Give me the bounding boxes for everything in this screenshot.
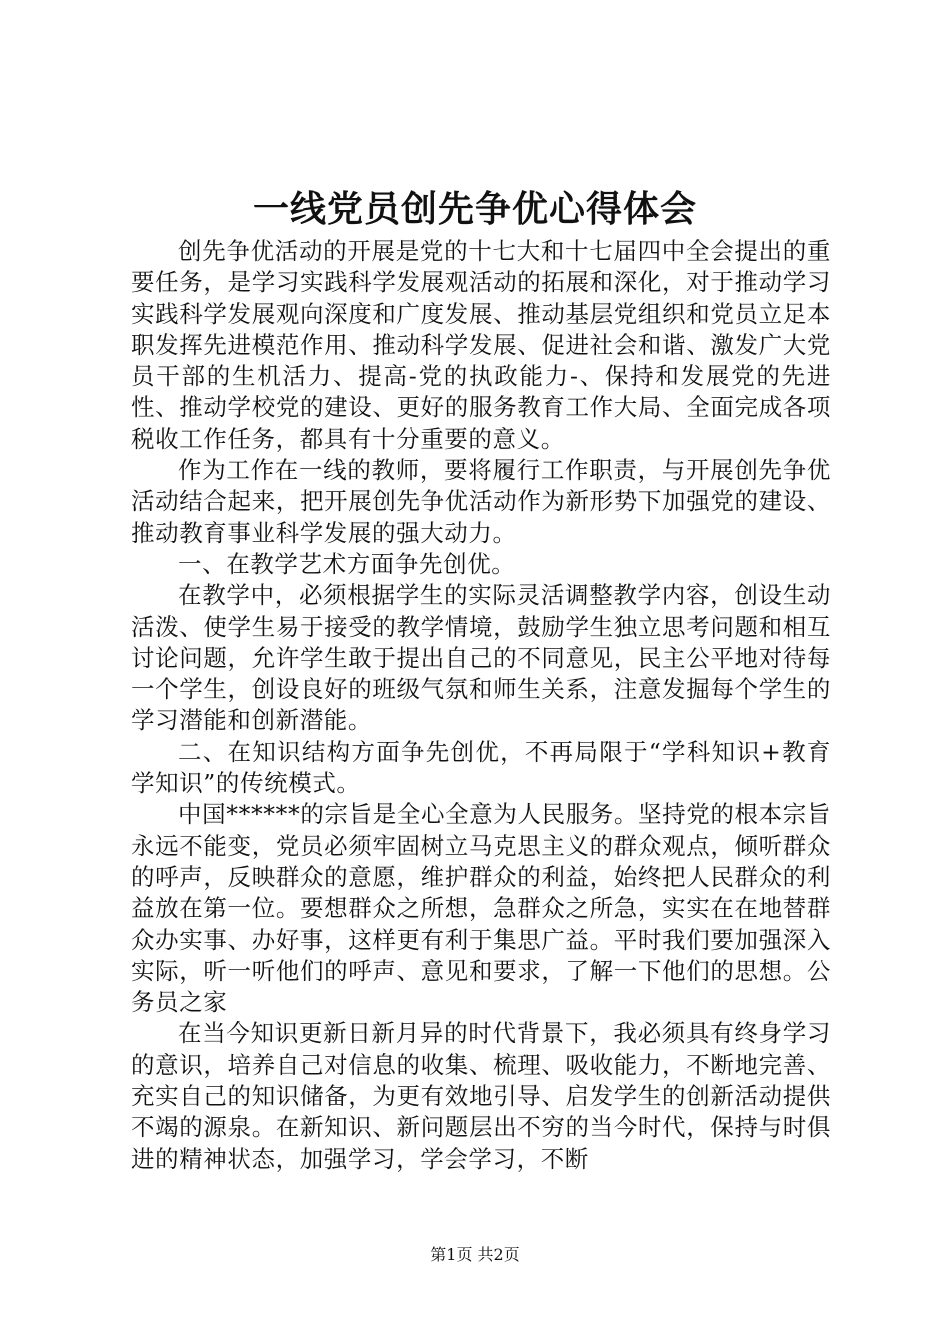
paragraph-teaching: 在教学中，必须根据学生的实际灵活调整教学内容，创设生动活泼、使学生易于接受的教学情境，鼓励学生独立思考问题和相互讨论问题，允许学生敢于提出自己的不同意见，民主公平地对待每一个学生，创设良好的班级气氛和师生关系，注意发掘每个学生的学习潜能和创新潜能。 <box>131 581 831 735</box>
paragraph-intro: 创先争优活动的开展是党的十七大和十七届四中全会提出的重要任务，是学习实践科学发展观活动的拓展和深化，对于推动学习实践科学发展观向深度和广度发展、推动基层党组织和党员立足本职发挥先进模范作用、推动科学发展、促进社会和谐、激发广大党员干部的生机活力、提高-党的执政能力-、保持和发展党的先进性、推动学校党的建设、更好的服务教育工作大局、全面完成各项税收工作任务，都具有十分重要的意义。 <box>131 237 831 453</box>
paragraph-party-purpose: 中国******的宗旨是全心全意为人民服务。坚持党的根本宗旨永远不能变，党员必须牢固树立马克思主义的群众观点，倾听群众的呼声，反映群众的意愿，维护群众的利益，始终把人民群众的利益放在第一位。要想群众之所想，急群众之所急，实实在在地替群众办实事、办好事，这样更有利于集思广益。平时我们要加强深入实际，听一听他们的呼声、意见和要求，了解一下他们的思想。公务员之家 <box>131 800 831 1017</box>
document-title: 一线党员创先争优心得体会 <box>252 188 697 230</box>
section-heading-knowledge-structure: 二、在知识结构方面争先创优，不再局限于“学科知识+教育学知识”的传统模式。 <box>131 737 831 798</box>
document-body <box>131 236 831 1175</box>
paragraph-teacher-role: 作为工作在一线的教师，要将履行工作职责，与开展创先争优活动结合起来，把开展创先争优活动作为新形势下加强党的建设、推动教育事业科学发展的强大动力。 <box>131 456 831 547</box>
paragraph-lifelong-learning: 在当今知识更新日新月异的时代背景下，我必须具有终身学习的意识，培养自己对信息的收集、梳理、吸收能力，不断地完善、充实自己的知识储备，为更有效地引导、启发学生的创新活动提供不竭的源泉。在新知识、新问题层出不穷的当今时代，保持与时俱进的精神状态，加强学习，学会学习，不断 <box>131 1019 831 1173</box>
page-number: 第1页 共2页 <box>430 1245 520 1264</box>
section-heading-teaching-art: 一、在教学艺术方面争先创优。 <box>178 549 516 578</box>
